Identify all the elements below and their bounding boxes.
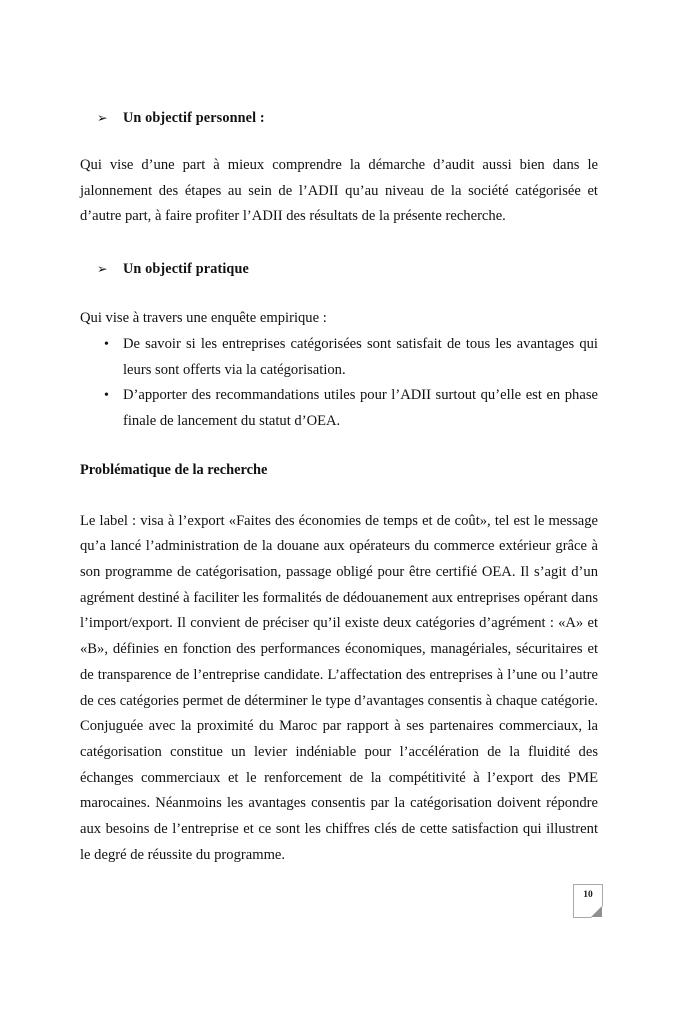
heading-objectif-pratique bbox=[80, 256, 598, 282]
arrow-bullet-icon: ➢ bbox=[97, 262, 108, 277]
paragraph-enquete-intro: Qui vise à travers une enquête empirique : bbox=[80, 310, 327, 327]
top-spacer bbox=[80, 0, 598, 105]
list-item: • De savoir si les entreprises catégorisées sont satisfait de tous les avantages qui leurs sont offerts via la catégorisation. bbox=[80, 332, 598, 383]
heading-objectif-pratique-label: Un objectif pratique bbox=[123, 261, 249, 278]
page-corner-fold-icon bbox=[591, 906, 602, 917]
spacer-after-heading-2 bbox=[80, 282, 598, 306]
spacer-before-problematique bbox=[80, 435, 598, 457]
objectif-pratique-bullet-list bbox=[80, 332, 598, 435]
page-number: 10 bbox=[583, 890, 593, 900]
arrow-bullet-icon: ➢ bbox=[97, 111, 108, 125]
paragraph-problematique: Le label : visa à l’export «Faites des économies de temps et de coût», tel est le message qu’a lancé l’administration de la douane aux opérateurs du commerce extérieur grâce à son programme de catégorisation, passage obligé pour être certifié OEA. Il s’agit d’un agrément destiné à faciliter les formalités de dédouanement aux entreprises opérant dans l’import/export. Il convient de préciser qu’il existe deux catégories d’agrément : «A» et «B», définies en fonction des performances économiques, managériales, sécuritaires et de transparence de l’entreprise candidate. L’affectation des entreprises à l’une ou l’autre de ces catégories permet de déterminer le type d’avantages consentis à chaque catégorie. Conjuguée avec la proximité du Maroc par rapport à ses partenaires commerciaux, la catégorisation constitue un levier indéniable pour l’accélération de la fluidité des échanges commerciaux et le renforcement de la compétitivité à l’export des PME marocaines. Néanmoins les avantages consentis par la catégorisation doivent répondre aux besoins de l’entreprise et ce sont les chiffres clés de cette satisfaction qui illustrent le degré de réussite du programme. bbox=[80, 512, 598, 863]
spacer-before-heading-2 bbox=[80, 230, 598, 256]
page-number-box bbox=[573, 884, 603, 918]
heading-objectif-personnel bbox=[80, 105, 598, 131]
page-content bbox=[80, 0, 598, 868]
spacer-after-problematique-heading bbox=[80, 483, 598, 509]
list-item: • D’apporter des recommandations utiles pour l’ADII surtout qu’elle est en phase finale de lancement du statut d’OEA. bbox=[80, 383, 598, 434]
paragraph-objectif-personnel: Qui vise d’une part à mieux comprendre la démarche d’audit aussi bien dans le jalonnement des étapes au sein de l’ADII qu’au niveau de la société catégorisée et d’autre part, à faire profiter l’ADII des résultats de la présente recherche. bbox=[80, 157, 598, 225]
spacer-after-heading-1 bbox=[80, 131, 598, 153]
heading-problematique: Problématique de la recherche bbox=[80, 461, 268, 478]
heading-objectif-personnel-label: Un objectif personnel : bbox=[123, 110, 265, 126]
